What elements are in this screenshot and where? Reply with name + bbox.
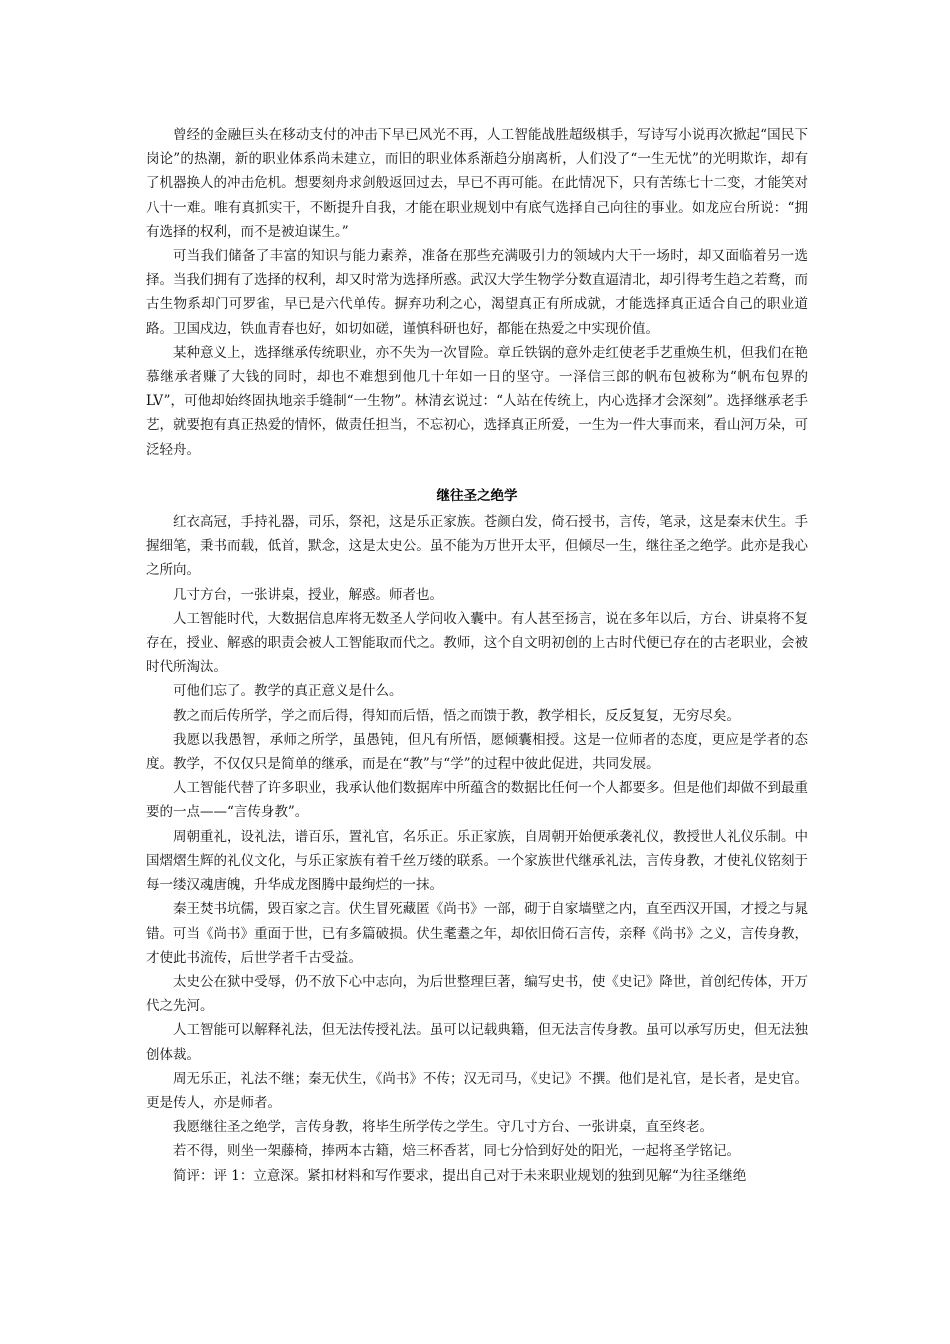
essay-paragraph: 人工智能可以解释礼法，但无法传授礼法。虽可以记载典籍，但无法言传身教。虽可以承写历史，但无法独创体裁。 — [146, 1022, 808, 1063]
essay-paragraph: 周无乐正，礼法不继；秦无伏生，《尚书》不传；汉无司马，《史记》不撰。他们是礼官，是长者，是史官。更是传人，亦是师者。 — [146, 1070, 808, 1111]
essay-paragraph: 秦王焚书坑儒，毁百家之言。伏生冒死藏匿《尚书》一部，砌于自家墙壁之内，直至西汉开国，才授之与晁错。可当《尚书》重面于世，已有多篇破损。伏生耄耋之年，却依旧倚石言传，亲释《尚书》之义，言传身教，才使此书流传，后世学者千古受益。 — [146, 901, 808, 966]
essay-paragraph: 曾经的金融巨头在移动支付的冲击下早已风光不再，人工智能战胜超级棋手，写诗写小说再次掀起“国民下岗论”的热潮，新的职业体系尚未建立，而旧的职业体系渐趋分崩离析，人们没了“一生无忧”的光明欺诈，却有了机器换人的冲击危机。想要刻舟求剑般返回过去，早已不再可能。在此情况下，只有苦练七十二变，才能笑对八十一难。唯有真抓实干，不断提升自我，才能在职业规划中有底气选择自己向往的事业。如龙应台所说：“拥有选择的权利，而不是被迫谋生。” — [146, 127, 808, 240]
review-comment: 简评：评 1：立意深。紧扣材料和写作要求，提出自己对于未来职业规划的独到见解“为往圣继绝 — [173, 1167, 747, 1184]
essay-paragraph: 若不得，则坐一架藤椅，捧两本古籍，焙三杯香茗，同七分恰到好处的阳光，一起将圣学铭记。 — [173, 1143, 740, 1160]
essay-paragraph: 太史公在狱中受辱，仍不放下心中志向，为后世整理巨著，编写史书，使《史记》降世，首创纪传体，开万代之先河。 — [146, 973, 808, 1015]
essay-paragraph: 可当我们储备了丰富的知识与能力素养，准备在那些充满吸引力的领域内大干一场时，却又面临着另一选择。当我们拥有了选择的权利，却又时常为选择所惑。武汉大学生物学分数直逼清北，却引得考生趋之若鹜，而古生物系却门可罗雀，早已是六代单传。摒弃功利之心，渴望真正有所成就，才能选择真正适合自己的职业道路。卫国戍边，铁血青春也好，如切如磋，谨慎科研也好，都能在热爱之中实现价值。 — [146, 248, 808, 337]
essay-paragraph: 某种意义上，选择继承传统职业，亦不失为一次冒险。章丘铁锅的意外走红使老手艺重焕生机，但我们在艳慕继承者赚了大钱的同时，却也不难想到他几十年如一日的坚守。一泽信三郎的帆布包被称为“帆布包界的LV”，可他却始终固执地亲手缝制“一生物”。林清玄说过：“人站在传统上，内心选择才会深刻”。选择继承老手艺，就要抱有真正热爱的情怀，做责任担当，不忘初心，选择真正所爱，一生为一件大事而来，看山河万朵，可泛轻舟。 — [146, 344, 808, 458]
essay-paragraph: 可他们忘了。教学的真正意义是什么。 — [173, 683, 403, 700]
essay-paragraph: 周朝重礼，设礼法，谱百乐，置礼官，名乐正。乐正家族，自周朝开始便承袭礼仪，教授世人礼仪乐制。中国熠熠生辉的礼仪文化，与乐正家族有着千丝万缕的联系。一个家族世代继承礼法，言传身教，才使礼仪铭刻于每一缕汉魂唐魄，升华成龙图腾中最绚烂的一抹。 — [146, 828, 808, 894]
essay-paragraph: 我愿以我愚智，承师之所学，虽愚钝，但凡有所悟，愿倾囊相授。这是一位师者的态度，更应是学者的态度。教学，不仅仅只是简单的继承，而是在“教”与“学”的过程中彼此促进，共同发展。 — [146, 731, 808, 773]
essay-paragraph: 人工智能代替了许多职业，我承认他们数据库中所蕴含的数据比任何一个人都要多。但是他们却做不到最重要的一点——“言传身教”。 — [146, 780, 808, 821]
essay-two — [146, 510, 808, 1188]
essay-paragraph: 我愿继往圣之绝学，言传身教，将毕生所学传之学生。守几寸方台、一张讲桌，直至终老。 — [173, 1119, 713, 1136]
essay-one — [146, 123, 808, 462]
essay-paragraph: 人工智能时代，大数据信息库将无数圣人学问收入囊中。有人甚至扬言，说在多年以后，方台、讲桌将不复存在，授业、解惑的职责会被人工智能取而代之。教师，这个自文明初创的上古时代便已存在的古老职业，会被时代所淘汰。 — [146, 610, 808, 676]
essay-title: 继往圣之绝学 — [436, 487, 518, 504]
essay-paragraph: 红衣高冠，手持礼器，司乐，祭祀，这是乐正家族。苍颜白发，倚石授书，言传，笔录，这是秦末伏生。手握细笔，秉书而载，低首，默念，这是太史公。虽不能为万世开太平，但倾尽一生，继往圣之绝学。此亦是我心之所向。 — [146, 514, 808, 579]
essay-paragraph: 几寸方台，一张讲桌，授业，解惑。师者也。 — [173, 586, 443, 603]
document-body — [146, 123, 808, 1188]
essay-paragraph: 教之而后传所学，学之而后得，得知而后悟，悟之而馈于教，教学相长，反反复复，无穷尽矣。 — [173, 707, 740, 724]
